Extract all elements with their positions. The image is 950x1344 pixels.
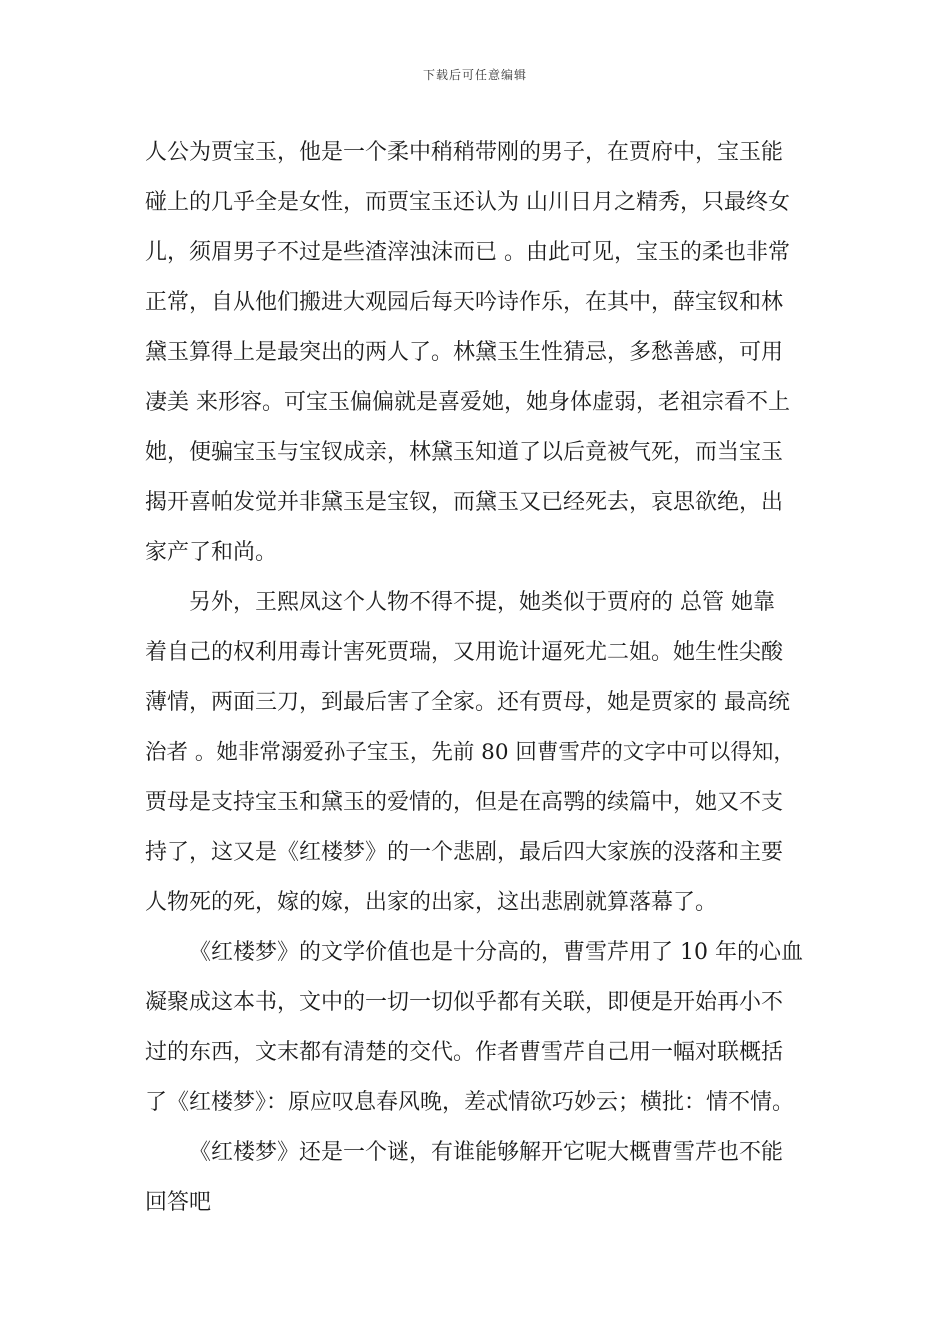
text-line: 人物死的死，嫁的嫁，出家的出家，这出悲剧就算落幕了。: [145, 890, 718, 915]
document-body: [145, 128, 807, 1228]
text-line: 她，便骗宝玉与宝钗成亲，林黛玉知道了以后竟被气死，而当宝玉: [145, 440, 784, 465]
text-line: 另外，王熙凤这个人物不得不提，她类似于贾府的 总管 她靠: [189, 590, 775, 615]
text-line: 凝聚成这本书，文中的一切一切似乎都有关联，即便是开始再小不: [145, 990, 784, 1015]
text-line: 碰上的几乎全是女性，而贾宝玉还认为 山川日月之精秀，只最终女: [145, 190, 790, 215]
paragraph-2: [145, 578, 807, 928]
text-line: 凄美 来形容。可宝玉偏偏就是喜爱她，她身体虚弱，老祖宗看不上: [145, 390, 790, 415]
text-line: 持了，这又是《红楼梦》的一个悲剧，最后四大家族的没落和主要: [145, 840, 784, 865]
text-line: 贾母是支持宝玉和黛玉的爱情的，但是在高鹗的续篇中，她又不支: [145, 790, 784, 815]
text-line: 回答吧: [145, 1190, 212, 1215]
text-line: 人公为贾宝玉，他是一个柔中稍稍带刚的男子，在贾府中，宝玉能: [145, 140, 784, 165]
text-line: 黛玉算得上是最突出的两人了。林黛玉生性猜忌，多愁善感，可用: [145, 340, 784, 365]
text-line: 过的东西，文末都有清楚的交代。作者曹雪芹自己用一幅对联概括: [145, 1040, 784, 1065]
text-line: 了《红楼梦》：原应叹息春风晚，差忒情欲巧妙云；横批：情不情。: [145, 1090, 795, 1115]
text-line: 治者 。她非常溺爱孙子宝玉，先前 80 回曹雪芹的文字中可以得知，: [145, 740, 795, 765]
text-line: 着自己的权利用毒计害死贾瑞，又用诡计逼死尤二姐。她生性尖酸: [145, 640, 784, 665]
paragraph-1: [145, 128, 807, 578]
text-line: 《红楼梦》的文学价值也是十分高的，曹雪芹用了 10 年的心血: [189, 940, 803, 965]
text-line: 家产了和尚。: [145, 540, 278, 565]
text-line: 薄情，两面三刀，到最后害了全家。还有贾母，她是贾家的 最高统: [145, 690, 790, 715]
page-header-note: 下载后可任意编辑: [422, 68, 527, 82]
text-line: 《红楼梦》还是一个谜，有谁能够解开它呢大概曹雪芹也不能: [189, 1140, 784, 1165]
paragraph-3: [145, 928, 807, 1128]
text-line: 儿，须眉男子不过是些渣滓浊沫而已 。由此可见，宝玉的柔也非常: [145, 240, 790, 265]
text-line: 揭开喜帕发觉并非黛玉是宝钗，而黛玉又已经死去，哀思欲绝，出: [145, 490, 784, 515]
text-line: 正常，自从他们搬进大观园后每天吟诗作乐，在其中，薛宝钗和林: [145, 290, 784, 315]
paragraph-4: [145, 1128, 807, 1228]
